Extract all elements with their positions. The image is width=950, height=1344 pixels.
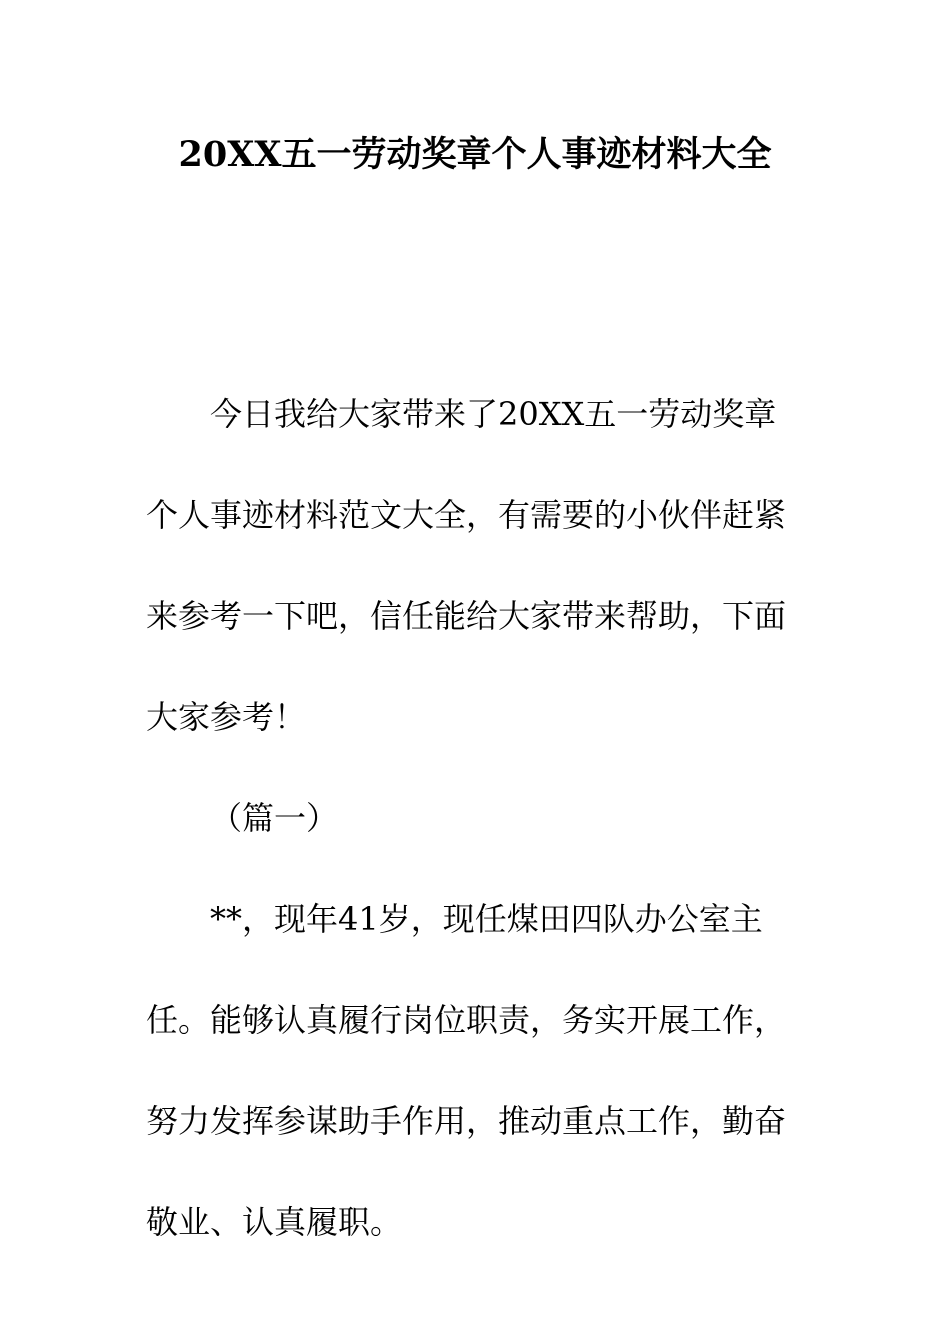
- document-title: 20XX五一劳动奖章个人事迹材料大全: [178, 134, 772, 175]
- section-heading: （篇一）: [210, 799, 339, 837]
- section-paragraph: **，现年41岁，现任煤田四队办公室主任。能够认真履行岗位职责，务实开展工作，努力发挥参谋助手作用，推动重点工作，勤奋敬业、认真履职。: [146, 900, 787, 1241]
- document-body: [146, 364, 796, 1273]
- intro-paragraph: 今日我给大家带来了20XX五一劳动奖章个人事迹材料范文大全，有需要的小伙伴赶紧来参考一下吧，信任能给大家带来帮助，下面大家参考！: [146, 395, 787, 736]
